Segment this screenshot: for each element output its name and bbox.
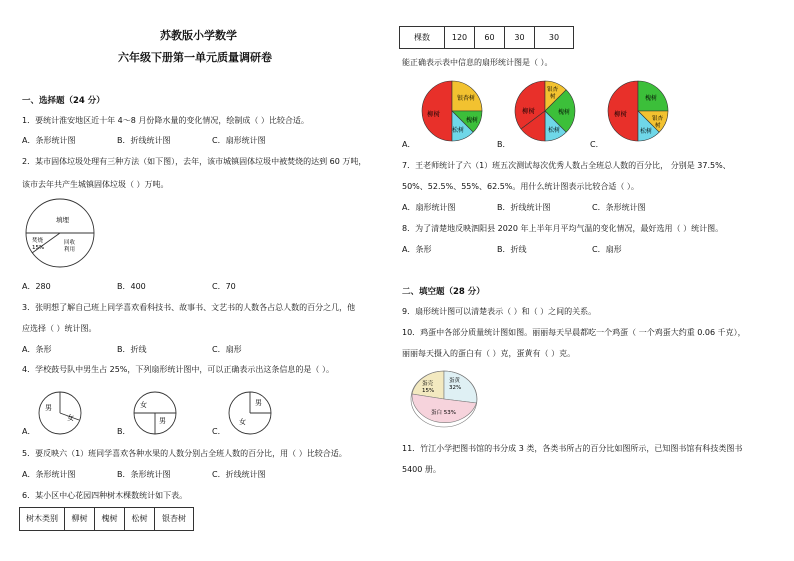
question-2-line2: 该市去年共产生城镇固体垃圾（ ）万吨。 xyxy=(22,180,169,189)
q1-option-a: A．条形统计图 xyxy=(22,136,76,145)
q4a-boy: 男 xyxy=(45,404,52,412)
pie-c-willow: 柳树 xyxy=(614,110,627,118)
table-header-cell: 槐树 xyxy=(95,508,125,531)
pie-label-burn: 焚烧 xyxy=(32,238,44,244)
q4b-boy: 男 xyxy=(159,417,166,425)
egg-yolk-label: 蛋黄 xyxy=(449,378,461,384)
question-7-line1: 7．王老师统计了六（1）班五次测试每次优秀人数占全班总人数的百分比， 分别是 37.5%、 xyxy=(402,161,731,170)
q10-egg-pie xyxy=(409,368,481,430)
question-7-line2: 50%、52.5%、55%、62.5%。用什么统计图表示比较合适（ ）。 xyxy=(402,182,639,191)
pie-a-locust: 槐树 xyxy=(466,117,479,124)
question-3-line1: 3．张明想了解自己班上同学喜欢看科技书、故事书、文艺书的人数各占总人数的百分之几，他 xyxy=(22,303,356,312)
pie-b-locust: 槐树 xyxy=(558,109,571,116)
q8-option-b: B．折线 xyxy=(497,245,527,254)
q2-option-a: A．280 xyxy=(22,282,51,291)
q3-option-b: B．折线 xyxy=(117,345,147,354)
q3-option-c: C．扇形 xyxy=(212,345,242,354)
paper-title: 苏教版小学数学 xyxy=(160,29,237,42)
q4-pie-b xyxy=(132,390,178,436)
table-header-cell: 松树 xyxy=(125,508,155,531)
table-cell: 120 xyxy=(445,27,475,49)
question-9: 9．扇形统计图可以清楚表示（ ）和（ ）之间的关系。 xyxy=(402,307,597,316)
pie-label-burn-pct: 15% xyxy=(32,245,45,251)
q4-pie-a xyxy=(37,390,83,436)
q8-option-a: A．条形 xyxy=(402,245,432,254)
egg-shell-label: 蛋壳 xyxy=(422,381,434,387)
pie-a-pine: 松树 xyxy=(452,127,465,134)
pie-c-locust: 槐树 xyxy=(645,95,658,102)
q2-option-c: C．70 xyxy=(212,282,236,291)
pie-b-ginkgo-1: 银杏 xyxy=(547,87,559,93)
q2-garbage-pie xyxy=(22,200,102,270)
q4a-girl: 女 xyxy=(67,414,74,422)
q7-option-b: B．折线统计图 xyxy=(497,203,551,212)
question-4: 4．学校鼓号队中男生占 25%，下列扇形统计图中，可以正确表示出这条信息的是（ ）。 xyxy=(22,365,334,374)
q4c-girl: 女 xyxy=(239,418,246,426)
q7-option-c: C．条形统计图 xyxy=(592,203,646,212)
q6-pie-b xyxy=(514,80,576,142)
question-3-line2: 应选择（ ）统计图。 xyxy=(22,324,97,333)
pie-b-willow: 柳树 xyxy=(522,107,535,115)
q6-pie-c xyxy=(607,80,669,142)
q6-tree-table-header xyxy=(19,507,194,531)
q4-option-b: B． xyxy=(117,427,131,436)
table-header-cell: 树木类别 xyxy=(20,508,65,531)
question-1: 1．要统计淮安地区近十年 4～8 月份降水量的变化情况，绘制成（ ）比较合适。 xyxy=(22,116,309,125)
q6-option-a: A． xyxy=(402,140,416,149)
q6-option-c: C． xyxy=(590,140,604,149)
q8-option-c: C．扇形 xyxy=(592,245,622,254)
pie-label-recycle-2: 利用 xyxy=(64,247,76,253)
q5-option-a: A．条形统计图 xyxy=(22,470,76,479)
table-header-cell: 柳树 xyxy=(65,508,95,531)
question-6: 6．某小区中心花园四种树木棵数统计如下表。 xyxy=(22,491,188,500)
question-2-line1: 2．某市固体垃圾处理有三种方法（如下图），去年，该市城镇固体垃圾中被焚烧的达到 60 万吨， xyxy=(22,157,367,166)
q6-option-b: B． xyxy=(497,140,511,149)
question-8: 8．为了清楚地反映泗阳县 2020 年上半年月平均气温的变化情况，最好选用（ ）统计图。 xyxy=(402,224,724,233)
question-10-line2: 丽丽每天摄入的蛋白有（ ）克，蛋黄有（ ）克。 xyxy=(402,349,576,358)
egg-white-label: 蛋白 53% xyxy=(431,410,456,416)
egg-shell-pct: 15% xyxy=(422,388,435,394)
question-5: 5．要反映六（1）班同学喜欢各种水果的人数分别占全班人数的百分比，用（ ）比较合适。 xyxy=(22,449,347,458)
table-cell: 60 xyxy=(475,27,505,49)
q4-pie-c xyxy=(227,390,273,436)
pie-b-ginkgo-2: 树 xyxy=(550,94,556,100)
table-cell: 30 xyxy=(535,27,574,49)
q4-option-c: C． xyxy=(212,427,226,436)
q4c-boy: 男 xyxy=(255,399,262,407)
q7-option-a: A．扇形统计图 xyxy=(402,203,456,212)
table-cell: 棵数 xyxy=(400,27,445,49)
pie-c-ginkgo-1: 银杏 xyxy=(652,116,664,122)
question-10-line1: 10．鸡蛋中各部分质量统计图如图。丽丽每天早晨都吃一个鸡蛋（ 一个鸡蛋大约重 0.06 千克）， xyxy=(402,328,746,337)
table-header-cell: 银杏树 xyxy=(155,508,194,531)
pie-c-pine: 松树 xyxy=(640,128,653,135)
pie-a-ginkgo: 银杏树 xyxy=(457,95,476,102)
q5-option-b: B．条形统计图 xyxy=(117,470,171,479)
egg-yolk-pct: 32% xyxy=(449,385,462,391)
q3-option-a: A．条形 xyxy=(22,345,52,354)
section-fill-heading: 二、填空题（28 分） xyxy=(402,287,485,297)
q4-option-a: A． xyxy=(22,427,36,436)
table-cell: 30 xyxy=(505,27,535,49)
question-11-line1: 11．竹江小学把图书馆的书分成 3 类，各类书所占的百分比如图所示，已知图书馆有科技类图书 xyxy=(402,444,743,453)
q2-option-b: B．400 xyxy=(117,282,146,291)
q1-option-b: B．折线统计图 xyxy=(117,136,171,145)
pie-b-pine: 松树 xyxy=(548,127,561,134)
q1-option-c: C．扇形统计图 xyxy=(212,136,266,145)
paper-subtitle: 六年级下册第一单元质量调研卷 xyxy=(118,51,272,64)
pie-c-ginkgo-2: 树 xyxy=(655,123,661,129)
pie-label-recycle-1: 回收 xyxy=(64,240,76,246)
pie-label-landfill: 填埋 xyxy=(56,216,69,224)
q6-pie-a xyxy=(421,80,483,142)
question-11-line2: 5400 册。 xyxy=(402,465,441,474)
q4b-girl: 女 xyxy=(140,401,147,409)
section-choice-heading: 一、选择题（24 分） xyxy=(22,96,105,106)
q6-question: 能正确表示表中信息的扇形统计图是（ ）。 xyxy=(402,58,553,67)
pie-a-willow: 柳树 xyxy=(427,110,440,118)
q5-option-c: C．折线统计图 xyxy=(212,470,266,479)
q6-tree-table-values xyxy=(399,26,574,49)
